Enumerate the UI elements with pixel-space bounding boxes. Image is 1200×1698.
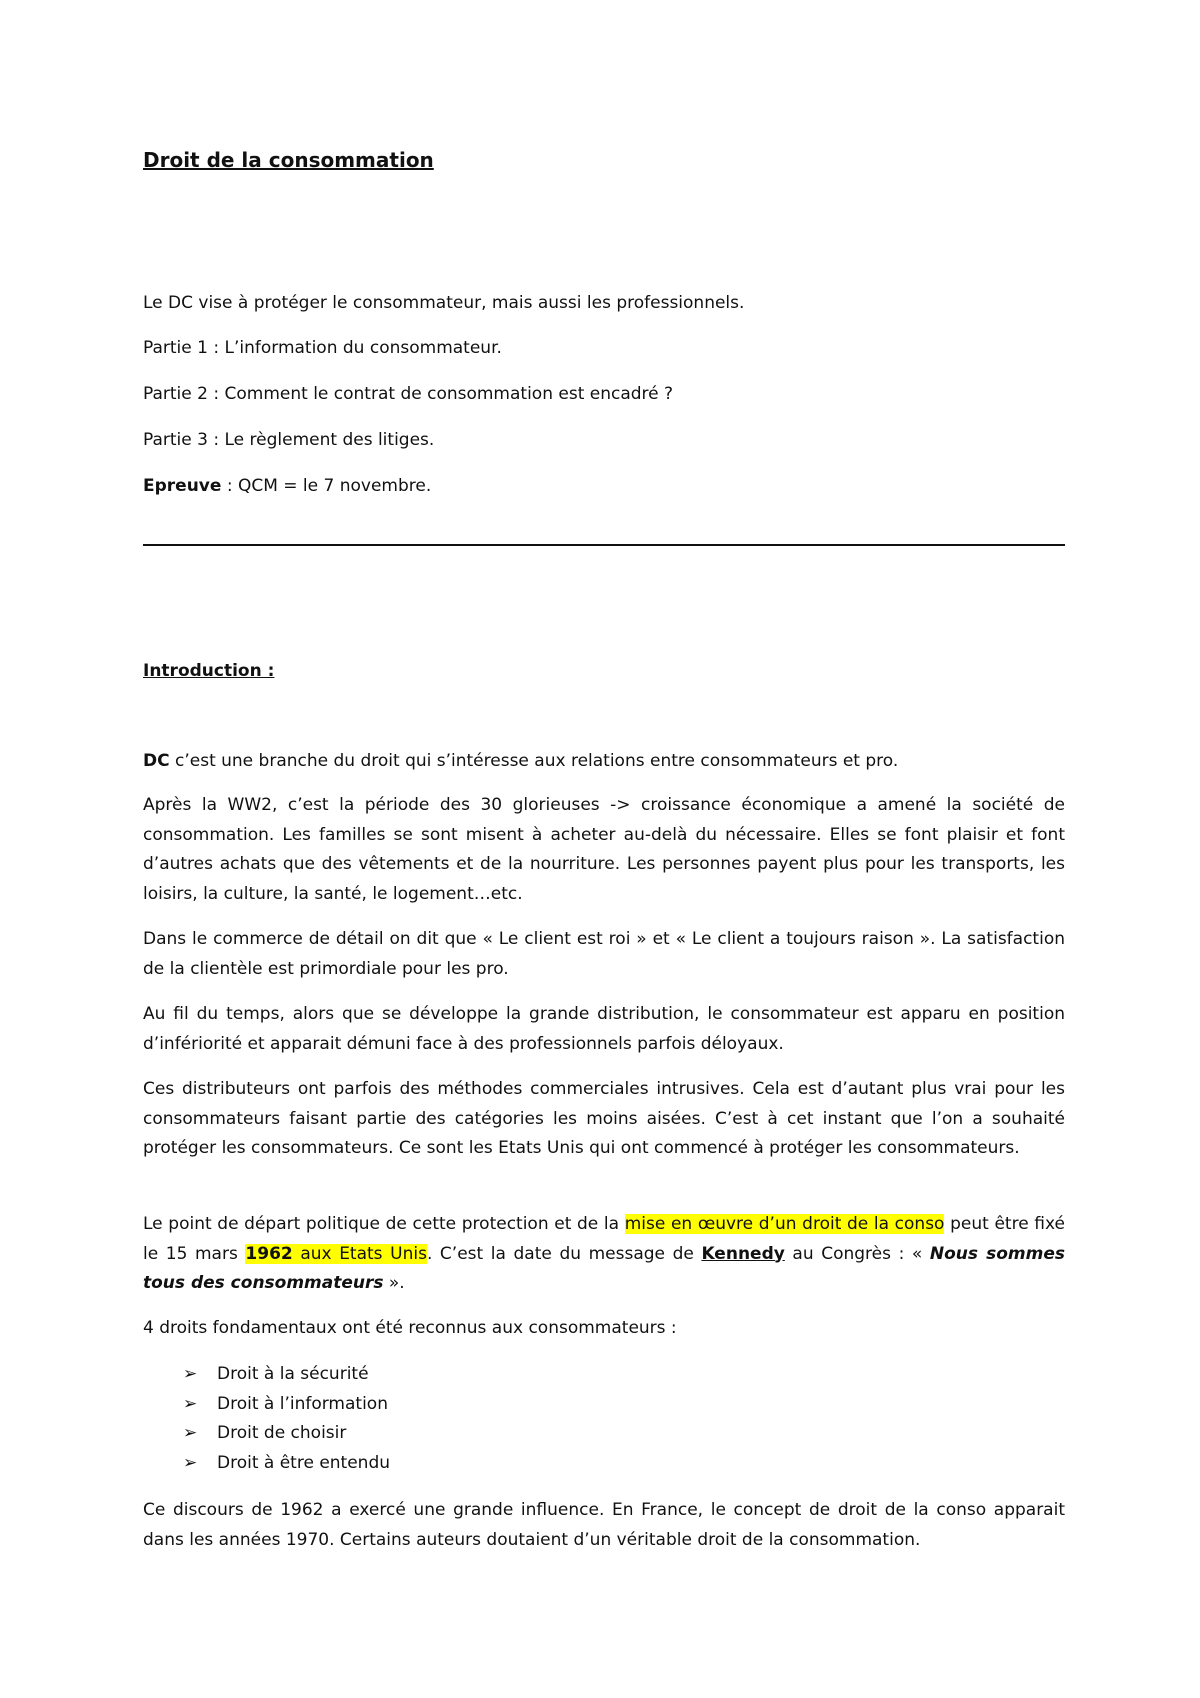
list-item-text: Droit à l’information bbox=[217, 1393, 388, 1414]
paragraph-client-roi: Dans le commerce de détail on dit que « Le client est roi » et « Le client a toujours raison ». La satisfaction de la clientèle est primordiale pour les pro. bbox=[143, 929, 1065, 979]
highlight-1962 bbox=[245, 1244, 427, 1264]
list-item-text: Droit à la sécurité bbox=[217, 1364, 369, 1384]
definition-text: c’est une branche du droit qui s’intéresse aux relations entre consommateurs et pro. bbox=[169, 751, 899, 771]
list-item bbox=[143, 1360, 390, 1390]
kennedy-text-e: ». bbox=[383, 1273, 405, 1293]
paragraph-definition bbox=[143, 747, 1065, 777]
outline-part-2: Partie 2 : Comment le contrat de consommation est encadré ? bbox=[143, 384, 674, 404]
intro-line-scope: Le DC vise à protéger le consommateur, mais aussi les professionnels. bbox=[143, 293, 745, 313]
list-item-text: Droit à être entendu bbox=[217, 1452, 391, 1473]
kennedy-text-a: Le point de départ politique de cette protection et de la bbox=[143, 1214, 625, 1234]
arrowhead-bullet-icon: ➢ bbox=[183, 1452, 198, 1473]
list-item bbox=[143, 1419, 390, 1449]
document-title: Droit de la consommation bbox=[143, 148, 434, 172]
kennedy-text-b: peut être fixé le 15 mars bbox=[143, 1214, 1065, 1264]
introduction-heading: Introduction : bbox=[143, 661, 275, 681]
highlight-droit-conso: mise en œuvre d’un droit de la conso bbox=[624, 1214, 945, 1234]
outline-part-3: Partie 3 : Le règlement des litiges. bbox=[143, 430, 435, 450]
exam-label: Epreuve bbox=[143, 476, 222, 496]
kennedy-text-c: . C’est la date du message de bbox=[426, 1243, 702, 1264]
paragraph-distributors: Ces distributeurs ont parfois des méthodes commerciales intrusives. Cela est d’autant plus vrai pour les consommateurs faisant partie des catégories les moins aisées. C’est à cet instant que l’on a souhaité protéger les consommateurs. Ce sont les Etats Unis qui ont commencé à protéger les consommateurs. bbox=[143, 1079, 1065, 1158]
exam-detail: : QCM = le 7 novembre. bbox=[221, 476, 432, 496]
rights-list bbox=[143, 1360, 390, 1478]
exam-line bbox=[143, 476, 431, 496]
arrowhead-bullet-icon: ➢ bbox=[183, 1393, 198, 1414]
etats-unis: aux Etats Unis bbox=[292, 1243, 427, 1264]
kennedy-text-d: au Congrès : « bbox=[784, 1243, 930, 1264]
list-item bbox=[143, 1449, 390, 1479]
list-item bbox=[143, 1390, 390, 1420]
paragraph-kennedy bbox=[143, 1210, 1065, 1299]
dc-abbrev: DC bbox=[143, 751, 170, 771]
outline-part-1: Partie 1 : L’information du consommateur. bbox=[143, 338, 502, 358]
year-1962: 1962 bbox=[245, 1243, 293, 1264]
paragraph-history: Après la WW2, c’est la période des 30 glorieuses -> croissance économique a amené la société de consommation. Les familles se sont misent à acheter au-delà du nécessaire. Elles se font plaisir et font d’autres achats que des vêtements et de la nourriture. Les personnes payent plus pour les transports, les loisirs, la culture, la santé, le logement…etc. bbox=[143, 795, 1065, 904]
kennedy-name: Kennedy bbox=[701, 1243, 785, 1264]
horizontal-rule bbox=[143, 544, 1065, 546]
arrowhead-bullet-icon: ➢ bbox=[183, 1364, 198, 1384]
kennedy-quote: Nous sommes tous des consommateurs bbox=[143, 1243, 1066, 1293]
list-item-text: Droit de choisir bbox=[217, 1423, 347, 1443]
arrowhead-bullet-icon: ➢ bbox=[183, 1423, 198, 1443]
paragraph-inferiority: Au fil du temps, alors que se développe la grande distribution, le consommateur est apparu en position d’infériorité et apparait démuni face à des professionnels parfois déloyaux. bbox=[143, 1004, 1065, 1054]
paragraph-four-rights: 4 droits fondamentaux ont été reconnus aux consommateurs : bbox=[143, 1318, 677, 1338]
paragraph-conclusion: Ce discours de 1962 a exercé une grande influence. En France, le concept de droit de la conso apparait dans les années 1970. Certains auteurs doutaient d’un véritable droit de la consommation. bbox=[143, 1500, 1065, 1550]
